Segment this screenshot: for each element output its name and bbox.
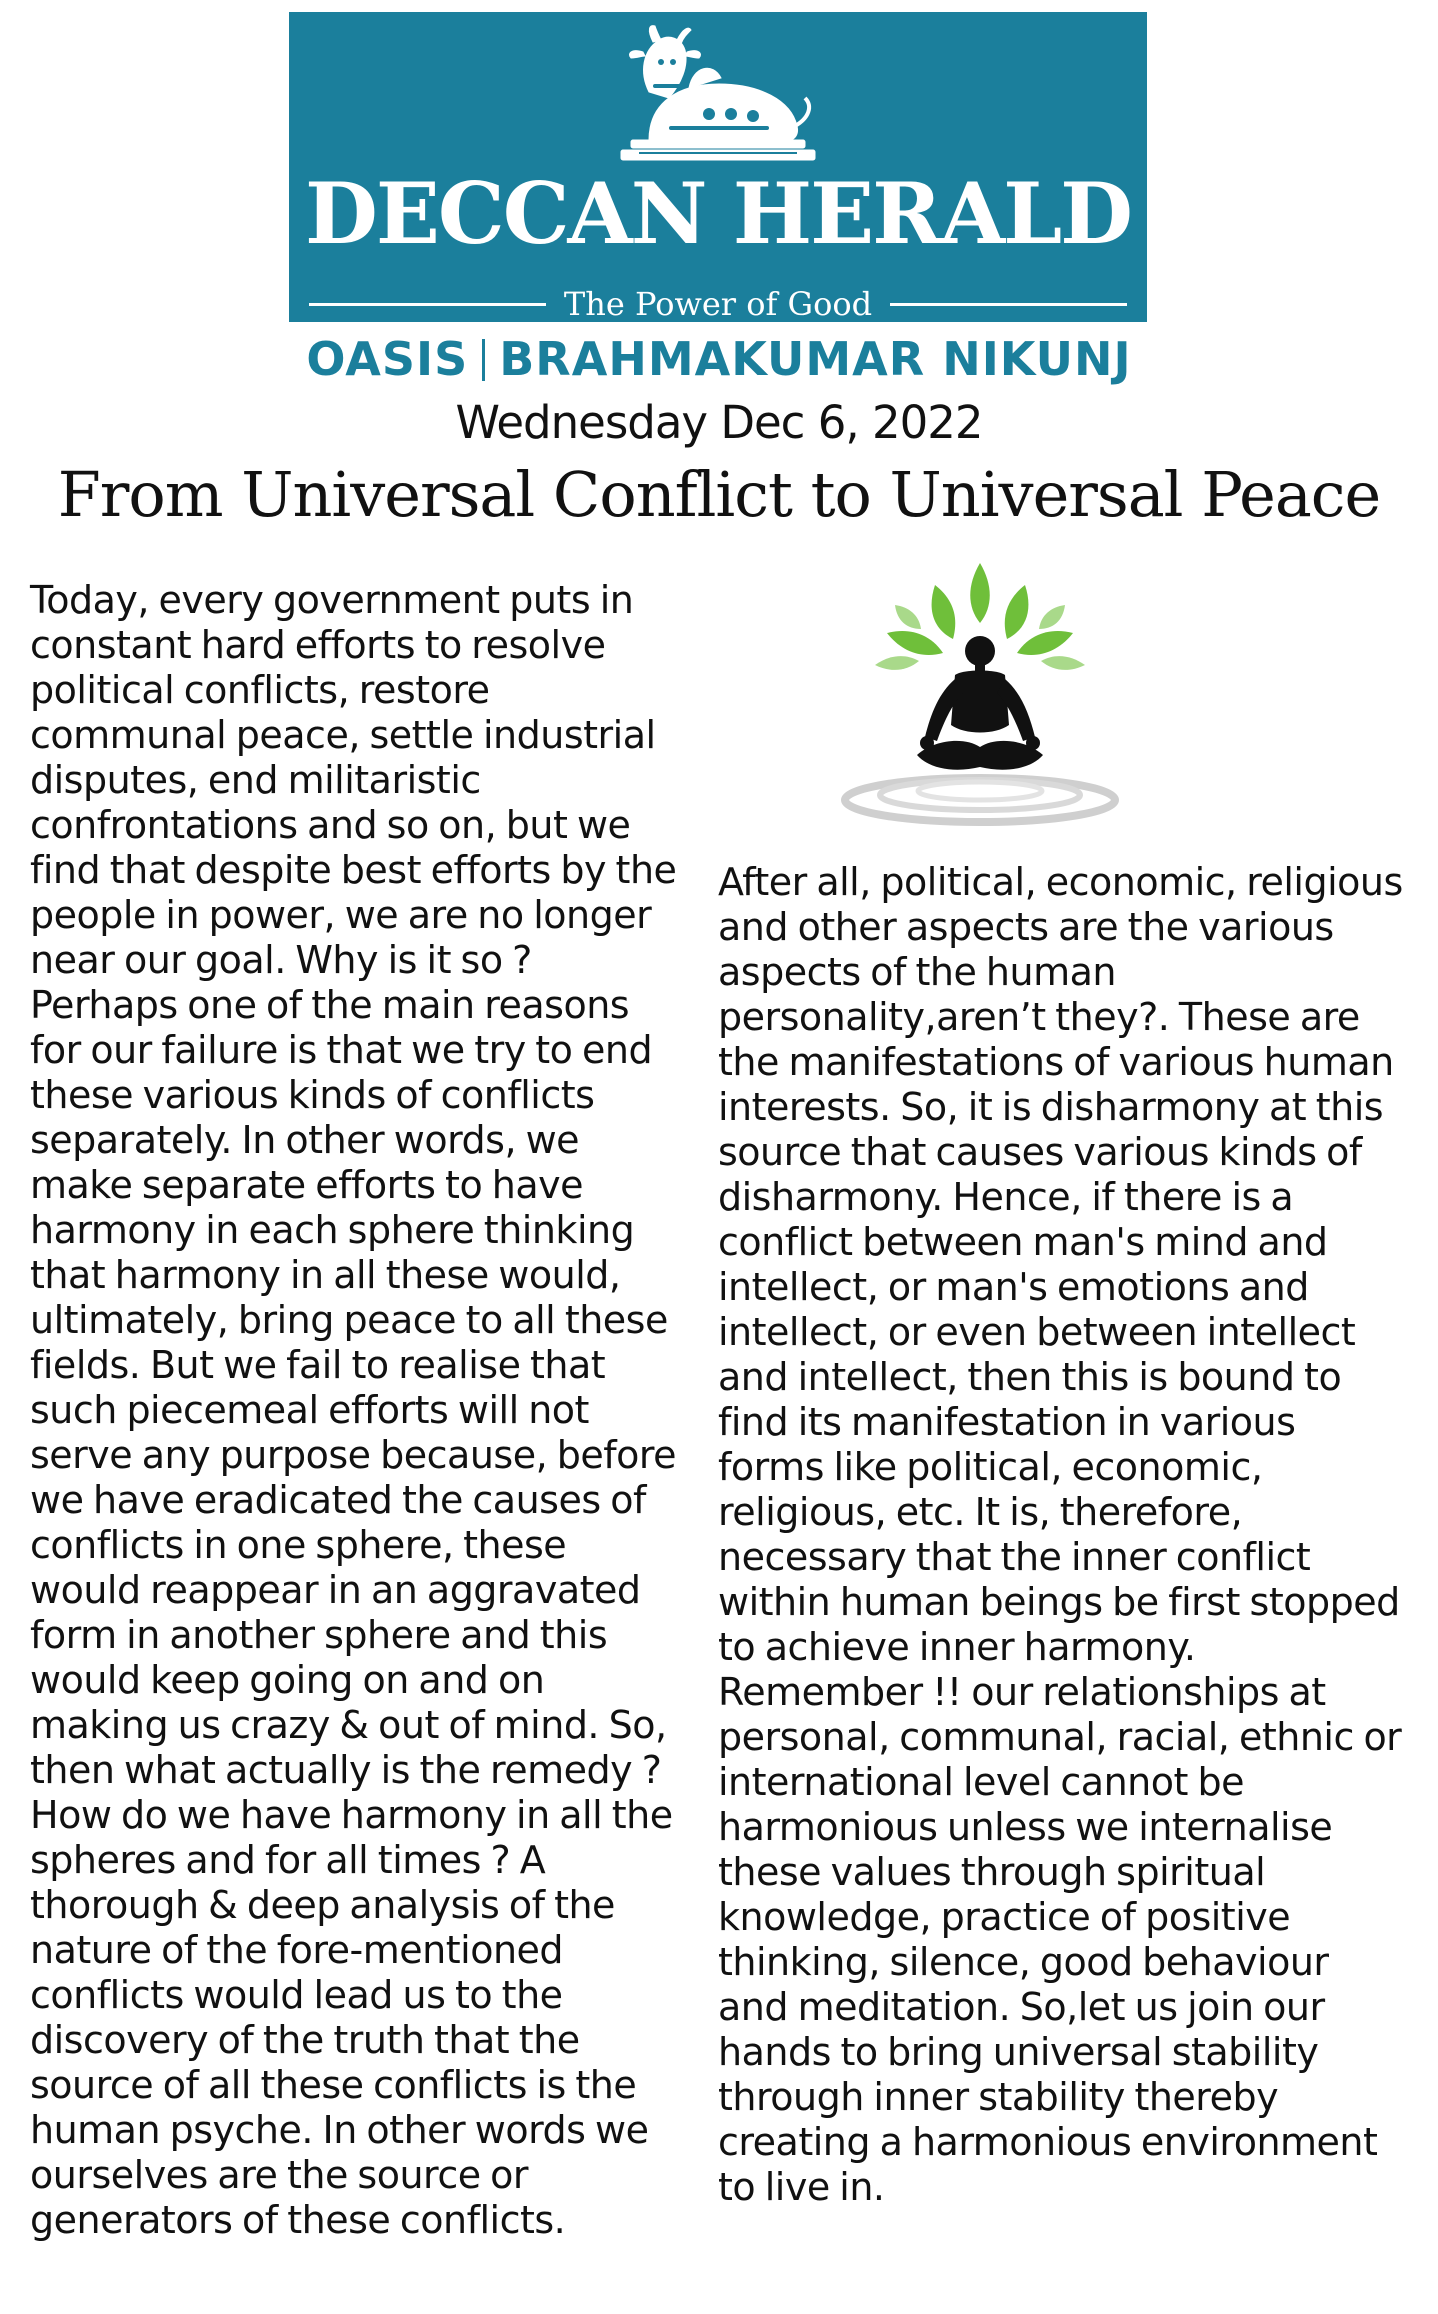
masthead-tagline: The Power of Good	[563, 285, 873, 323]
article-body-left: Today, every government puts in constant hard efforts to resolve political conflicts, restore communal peace, settle industrial disputes, end militaristic confrontations and so on, but we find that despite best efforts by the people in power, we are no longer near our goal. Why is it so ? Perhaps one of the main reasons for our failure is that we try to end these various kinds of conflicts separately. In other words, we make separate efforts to have harmony in each sphere thinking that harmony in all these would, ultimately, bring peace to all these fields. But we fail to realise that such piecemeal efforts will not serve any purpose because, before we have eradicated the causes of conflicts in one sphere, these would reappear in an aggravated form in another sphere and this would keep going on and on making us crazy & out of mind. So, then what actually is the remedy ? How do we have harmony in all the spheres and for all times ? A thorough & deep analysis of the nature of the fore-mentioned conflicts would lead us to the discovery of the truth that the source of all these conflicts is the human psyche. In other words we ourselves are the source or generators of these conflicts.	[30, 578, 677, 2242]
article-body-right: After all, political, economic, religious and other aspects are the various aspects of the human personality,aren’t they?. These are the manifestations of various human interests. So, it is disharmony at this source that causes various kinds of disharmony. Hence, if there is a conflict between man's mind and intellect, or man's emotions and intellect, or even between intellect and intellect, then this is bound to find its manifestation in various forms like political, economic, religious, etc. It is, therefore, necessary that the inner conflict within human beings be first stopped to achieve inner harmony. Remember !! our relationships at personal, communal, racial, ethnic or international level cannot be harmonious unless we internalise these values through spiritual knowledge, practice of positive thinking, silence, good behaviour and meditation. So,let us join our hands to bring universal stability through inner stability thereby creating a harmonious environment to live in.	[718, 860, 1403, 2209]
column-byline	[0, 334, 1438, 385]
article-headline: From Universal Conflict to Universal Peace	[57, 458, 1381, 531]
column-section: OASIS	[306, 332, 469, 386]
nandi-bull-icon	[609, 22, 827, 172]
tagline-rule-left	[309, 303, 546, 306]
meditation-figure-icon	[835, 555, 1125, 835]
publication-date: Wednesday Dec 6, 2022	[455, 396, 983, 449]
masthead	[289, 12, 1147, 322]
tagline-rule-right	[890, 303, 1127, 306]
column-separator	[482, 339, 485, 381]
column-author: BRAHMAKUMAR NIKUNJ	[499, 332, 1132, 386]
masthead-name: DECCAN HERALD	[304, 164, 1132, 263]
masthead-tagline-row	[309, 284, 1127, 324]
